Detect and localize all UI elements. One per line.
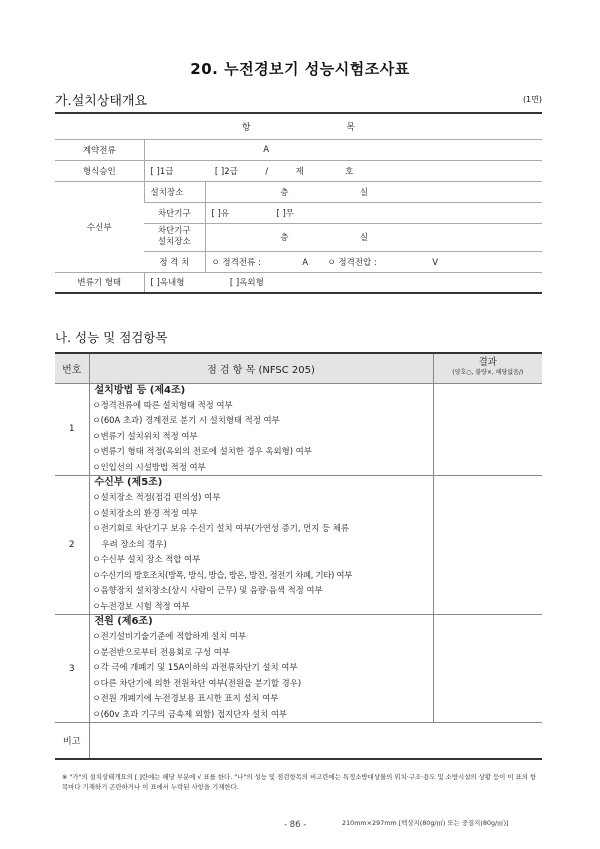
table-a-header: [55, 113, 542, 139]
inspection-table: [55, 352, 542, 760]
group-row-1: [55, 383, 542, 476]
check-item: ㅇ전원 개폐기에 누전경보용 표시한 표지 설치 여부: [92, 693, 279, 703]
document-title: 20. 누전경보기 성능시험조사표: [190, 60, 410, 78]
header-mok: 목: [346, 122, 356, 133]
outdoor-checkbox[interactable]: [ ]옥외형: [229, 278, 264, 289]
install-place-label: 설치장소: [144, 181, 205, 202]
check-item: ㅇ인입선의 시설방법 적정 여부: [92, 461, 206, 472]
check-item: ㅇ정격전류에 따른 설치형태 적정 여부: [92, 399, 233, 410]
check-item: ㅇ다른 차단기에 의한 전원차단 여부(전원을 분기할 경우): [92, 677, 302, 688]
group-items: [89, 383, 433, 476]
check-item: ㅇ변류기 형태 적정(옥외의 전로에 설치한 경우 옥외형) 여부: [92, 446, 312, 456]
footnote: ※ "가"의 설치상태개요의 [ ]란에는 해당 부분에 √ 표를 한다. "나"의 성능 및 점검항목의 비고란에는 특정소방대상물의 위치·구조·용도 및 소방시설의 상황 등이 이 표의 항목마다 기재하기 곤란하거나 이 표에서 누락된 사항을 기재한다.: [62, 773, 537, 791]
group-number: 1: [55, 383, 89, 476]
result-cell[interactable]: [433, 615, 542, 723]
approval-slash: /: [265, 166, 269, 177]
rated-current-unit: A: [302, 257, 309, 268]
check-item: ㅇ음향장치 설치장소(상시 사람이 근무) 및 음량·음색 적정 여부: [92, 585, 323, 595]
receiver-install-row: [55, 181, 542, 202]
rating-label: 정 격 치: [144, 251, 205, 272]
contract-current-row: [55, 139, 542, 160]
breaker-place-floor: 층: [280, 233, 289, 243]
check-item: ㅇ수신부 설치 장소 적합 여부: [92, 554, 201, 564]
check-item: ㅇ전기설비기술기준에 적합하게 설치 여부: [92, 631, 247, 641]
install-floor: 층: [280, 187, 289, 198]
check-item: ㅇ변류기 설치위치 적정 여부: [92, 430, 198, 441]
header-result-sub: (양호○, 불량×, 해당없음/): [452, 369, 524, 377]
breaker-place-label-2: 설치장소: [157, 237, 191, 247]
group-items: [89, 476, 433, 615]
grade2-checkbox[interactable]: [ ]2급: [214, 166, 238, 177]
transformer-row: [55, 272, 542, 293]
receiver-label: 수신부: [55, 181, 144, 272]
grade1-checkbox[interactable]: [ ]1급: [150, 166, 174, 177]
header-hang: 항: [241, 122, 251, 133]
group-title: 수신부 (제5조): [94, 477, 163, 488]
contract-current-unit: A: [263, 144, 270, 155]
approval-je: 제: [295, 166, 304, 177]
result-cell[interactable]: [433, 476, 542, 615]
breaker-no-checkbox[interactable]: [ ]무: [276, 208, 294, 219]
check-item: ㅇ전기회로 차단기구 보유 수신기 설치 여부(가연성 증기, 먼지 등 체류: [92, 523, 349, 533]
group-items: [89, 615, 433, 723]
breaker-place-label-1: 차단기구: [157, 226, 191, 236]
paper-size-note: 210mm×297mm [백상지(80g/㎡) 또는 중질지(80g/㎡)]: [342, 819, 509, 827]
remark-row: [55, 723, 542, 759]
page-number: - 86 -: [284, 820, 307, 830]
approval-ho: 호: [345, 166, 354, 177]
contract-current-label: 계약전류: [55, 139, 144, 160]
group-number: 3: [55, 615, 89, 723]
install-status-table: [55, 112, 542, 294]
section-a-label: 가.설치상태개요: [55, 94, 148, 109]
section-a-heading: [55, 90, 542, 110]
check-item: ㅇ수신기의 방호조치(방폭, 방식, 방습, 방온, 방진, 정전기 차폐, 기타) 여부: [92, 569, 352, 580]
type-approval-label: 형식승인: [55, 160, 144, 181]
header-result-label: 결과: [478, 357, 497, 369]
rated-current: ㅇ 정격전류 :: [211, 257, 261, 268]
check-item: 우려 장소의 경우): [101, 538, 167, 549]
breaker-label: 차단기구: [144, 202, 205, 223]
check-item: ㅇ(60A 초과) 경계전로 분기 시 설치형태 적정 여부: [92, 415, 280, 425]
table-b-header: [55, 353, 542, 383]
install-room: 실: [359, 187, 369, 198]
rated-voltage-unit: V: [432, 257, 439, 268]
check-item: ㅇ분전반으로부터 전용회로 구성 여부: [92, 646, 230, 657]
check-item: ㅇ설치장소의 환경 적정 여부: [92, 507, 198, 518]
remark-field[interactable]: [89, 723, 542, 759]
group-title: 전원 (제6조): [94, 616, 153, 627]
group-row-2: [55, 476, 542, 615]
check-item: ㅇ설치장소 적정(점검 편의성) 여부: [92, 492, 221, 502]
group-number: 2: [55, 476, 89, 615]
breaker-place-label: [144, 223, 205, 251]
indoor-checkbox[interactable]: [ ]옥내형: [150, 278, 185, 289]
check-item: ㅇ누전경보 시험 적정 여부: [92, 600, 190, 611]
section-b-label: 나. 성능 및 점검항목: [55, 330, 168, 345]
check-item: ㅇ각 극에 개폐기 및 15A이하의 과전류차단기 설치 여부: [92, 662, 298, 672]
check-item: ㅇ(60v 초과 기구의 금속제 외함) 접지단자 설치 여부: [92, 708, 287, 719]
header-item: 점 검 항 목 (NFSC 205): [89, 353, 433, 383]
page-side-label: (1면): [522, 95, 542, 104]
group-title: 설치방법 등 (제4조): [94, 384, 186, 396]
group-row-3: [55, 615, 542, 723]
header-result: [433, 353, 542, 383]
header-no: 번호: [55, 353, 89, 383]
rated-voltage: ㅇ 정격전압 :: [327, 257, 377, 268]
transformer-label: 변류기 형태: [55, 272, 144, 293]
breaker-place-room: 실: [359, 233, 369, 243]
breaker-yes-checkbox[interactable]: [ ]유: [211, 208, 230, 219]
result-cell[interactable]: [433, 383, 542, 476]
type-approval-row: [55, 160, 542, 181]
remark-label: 비고: [55, 723, 89, 759]
